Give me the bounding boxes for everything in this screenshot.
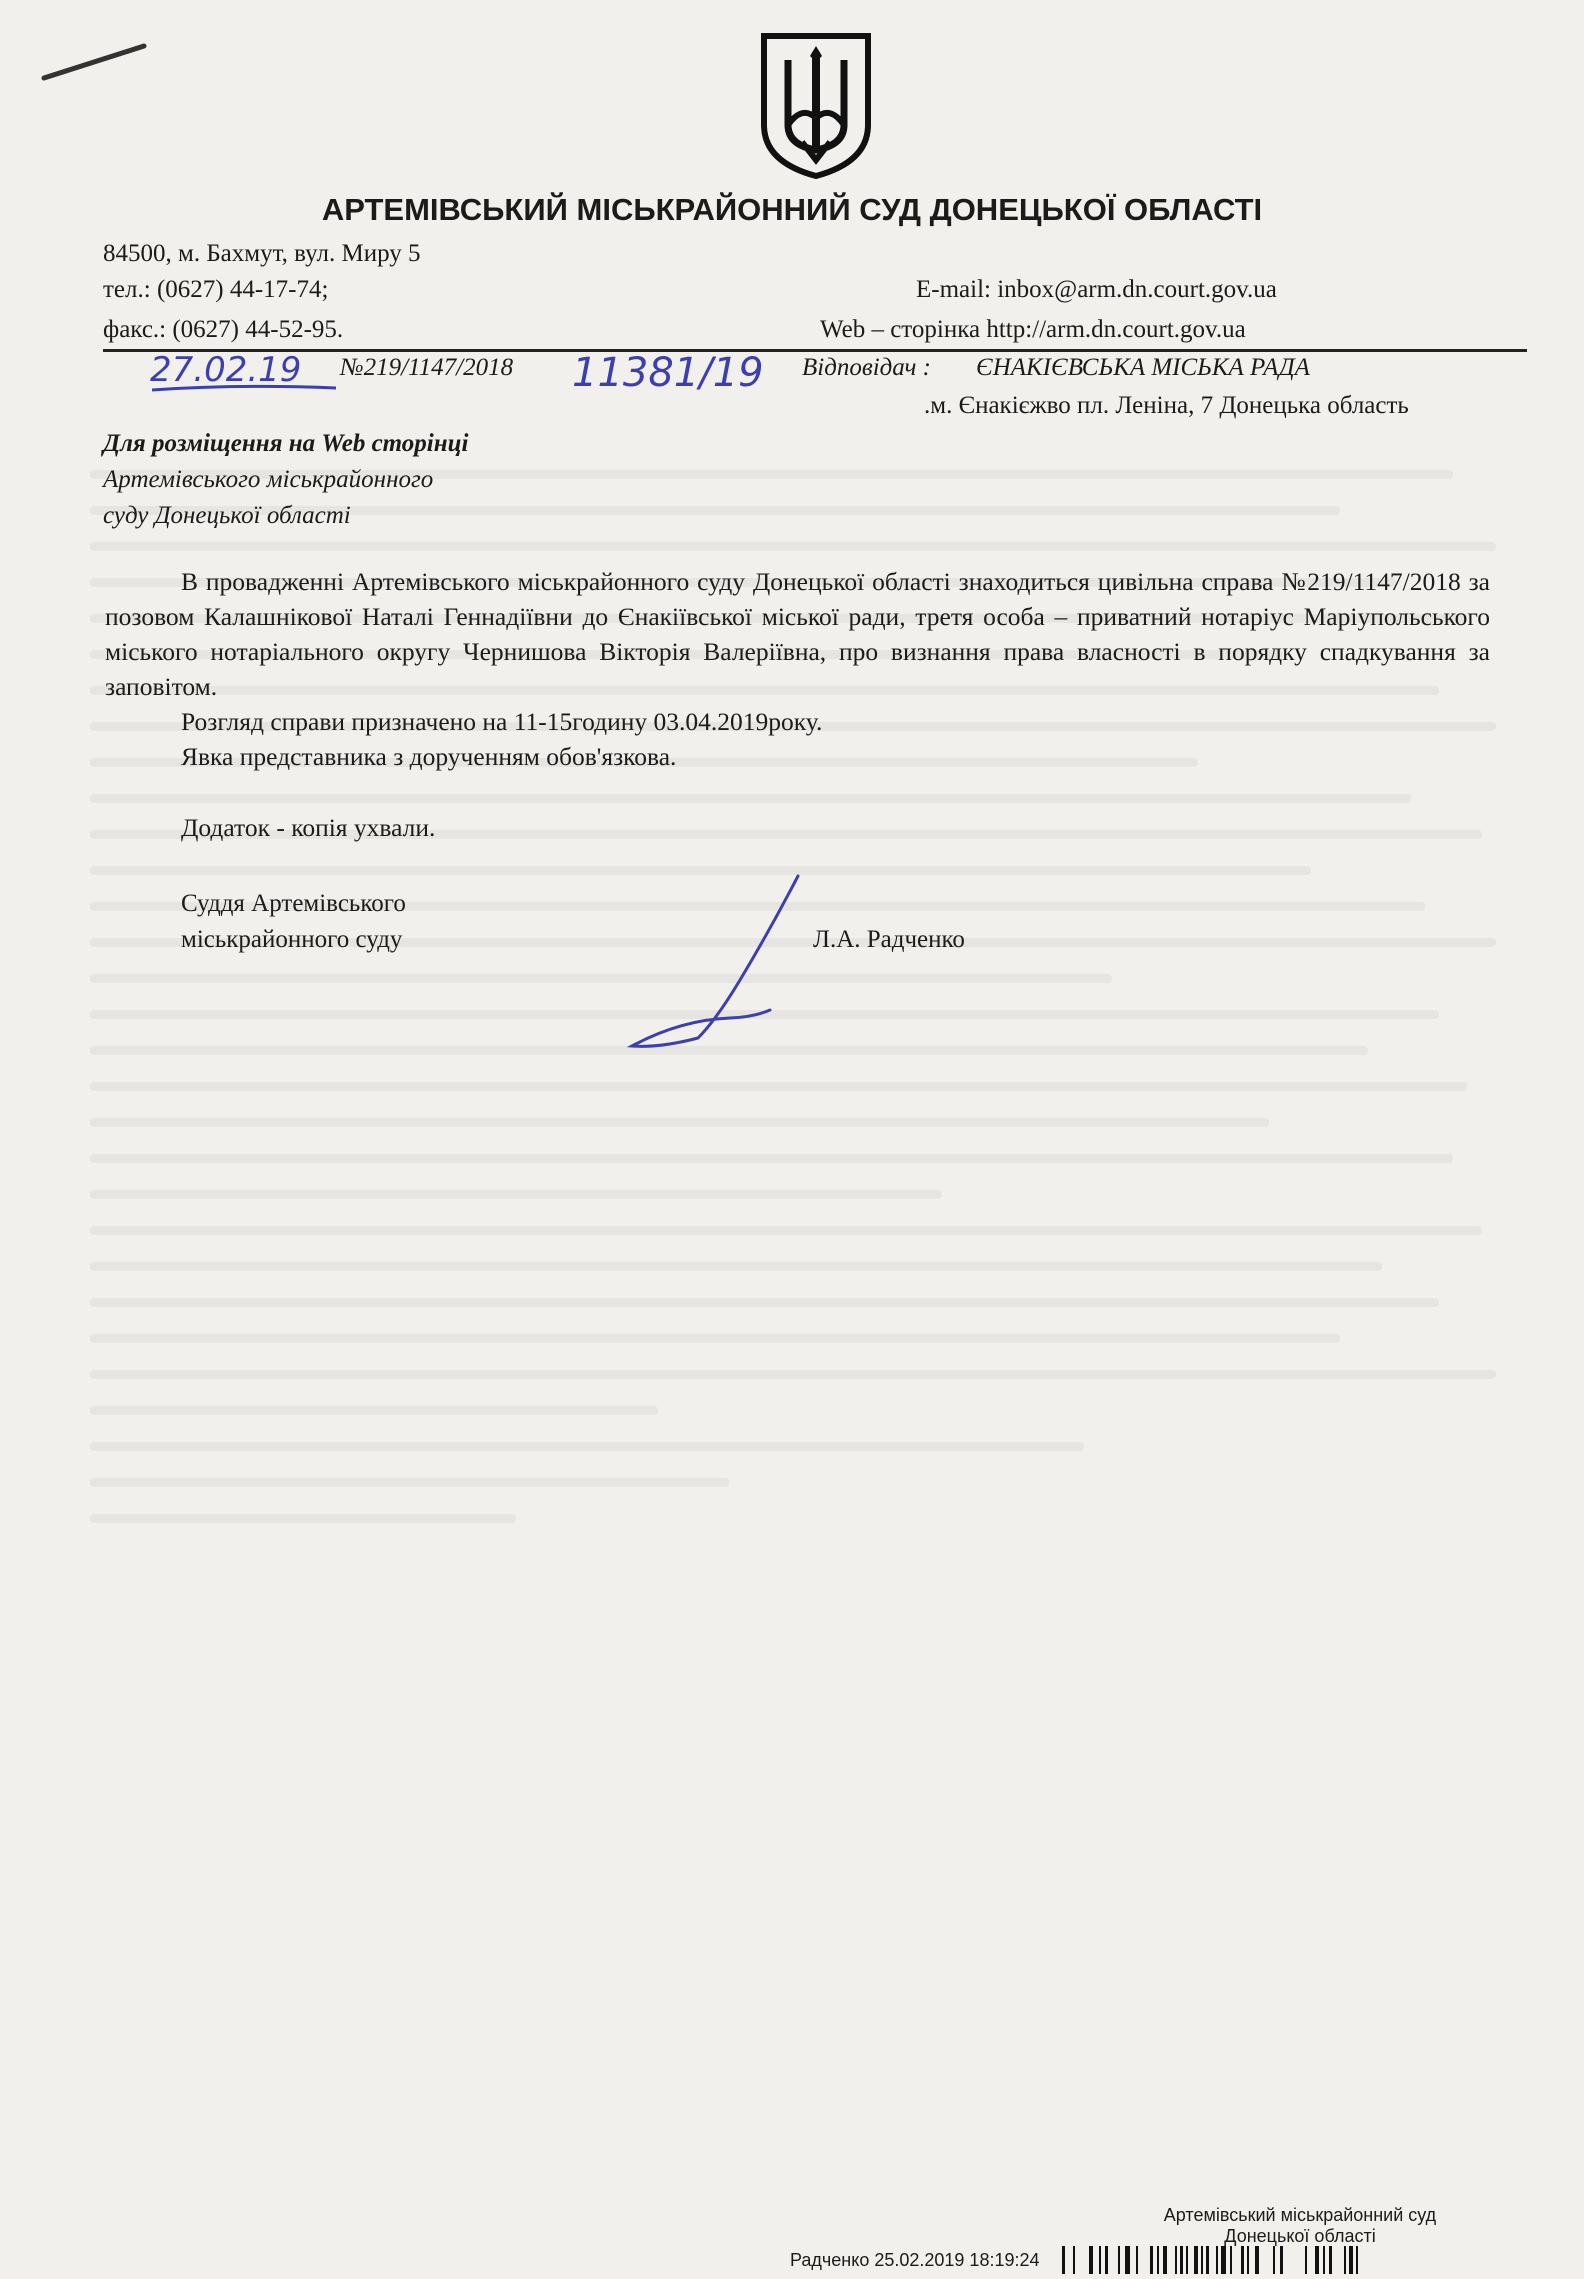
respondent-address: .м. Єнакієжво пл. Леніна, 7 Донецька область	[924, 392, 1409, 419]
hearing-date-paragraph: Розгляд справи призначено на 11-15годину 03.04.2019року.	[181, 707, 823, 736]
judge-name: Л.А. Радченко	[813, 926, 965, 953]
respondent-name: ЄНАКІЄВСЬКА МІСЬКА РАДА	[976, 354, 1310, 381]
judge-signature	[620, 870, 810, 1056]
court-website: Web – сторінка http://arm.dn.court.gov.ua	[820, 316, 1246, 343]
header-divider	[103, 349, 1527, 352]
stamp-region: Донецької області	[1224, 2226, 1376, 2246]
respondent-label: Відповідач :	[802, 354, 931, 381]
case-number: №219/1147/2018	[340, 354, 514, 381]
case-paragraph: В провадженні Артемівського міськрайонного суду Донецької області знаходиться цивільна справа №219/1147/2018 за позовом Калашнікової Наталі Геннадіївни до Єнакіївської міської ради, третя особа – приватний нотаріус Маріупольського міського нотаріального округу Чернишова Вікторія Валеріївна, про визнання права власності в порядку спадкування за заповітом.	[105, 567, 1490, 701]
court-name-title: АРТЕМІВСЬКИЙ МІСЬКРАЙОННИЙ СУД ДОНЕЦЬКОЇ ОБЛАСТІ	[321, 192, 1263, 227]
judge-title-line2: міськрайонного суду	[181, 926, 403, 953]
date-underline	[150, 384, 340, 394]
document-barcode	[1062, 2246, 1542, 2274]
digital-signature-info: Радченко 25.02.2019 18:19:24	[790, 2250, 1040, 2270]
digital-stamp	[1150, 2205, 1450, 2247]
letter-body	[105, 564, 1490, 845]
court-fax: факс.: (0627) 44-52-95.	[103, 316, 344, 343]
court-phone: тел.: (0627) 44-17-74;	[103, 276, 329, 303]
judge-title-line1: Суддя Артемівського	[181, 890, 406, 917]
attendance-paragraph: Явка представника з дорученням обов'язкова.	[181, 742, 677, 771]
stamp-court-name: Артемівський міськрайонний суд	[1163, 2205, 1437, 2225]
court-address: 84500, м. Бахмут, вул. Миру 5	[103, 240, 421, 267]
coat-of-arms-emblem	[758, 30, 874, 180]
pen-mark	[40, 40, 150, 86]
placement-court: Артемівського міськрайонного	[103, 466, 434, 493]
court-email: E-mail: inbox@arm.dn.court.gov.ua	[916, 276, 1277, 303]
placement-heading: Для розміщення на Web сторінці	[103, 430, 469, 457]
attachment-note: Додаток - копія ухвали.	[181, 813, 436, 842]
placement-region: суду Донецької області	[103, 502, 351, 529]
handwritten-outgoing-number: 11381/19	[572, 350, 764, 396]
handwritten-date: 27.02.19	[150, 350, 302, 390]
